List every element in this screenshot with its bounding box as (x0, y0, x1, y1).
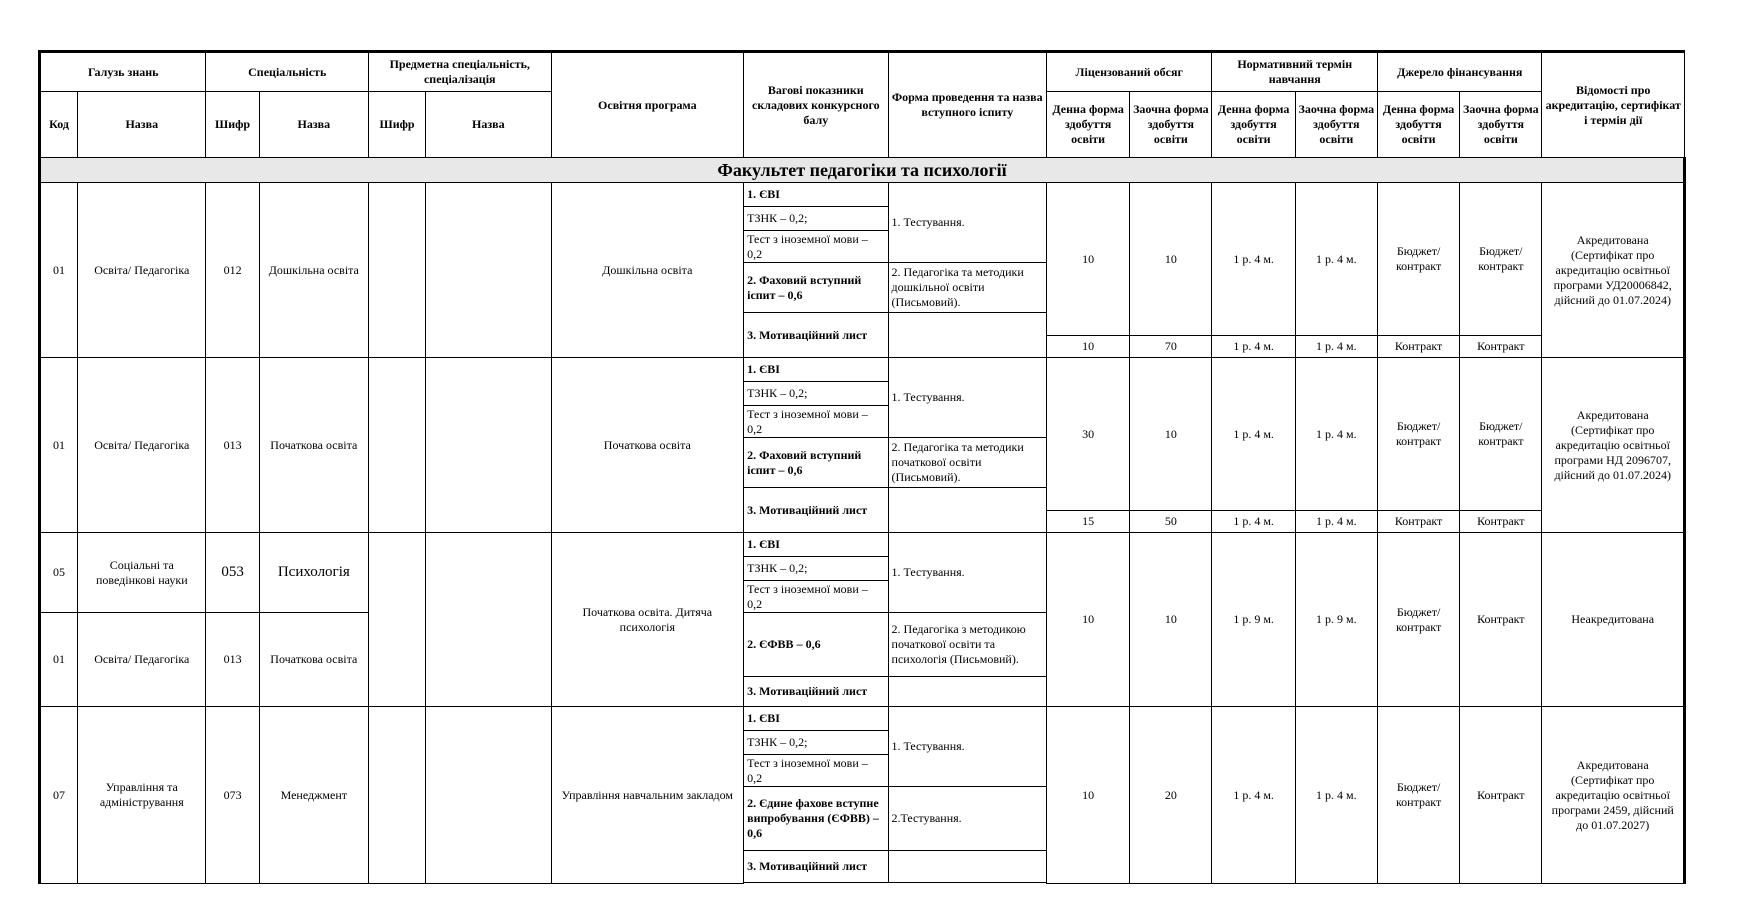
header-day-form: Денна форма здобуття освіти (1377, 92, 1459, 158)
weight-cell: 2. Фаховий вступний іспит – 0,6 (744, 438, 888, 488)
program-cell: Дошкільна освіта (551, 183, 744, 358)
lic-ext-cell: 70 (1130, 336, 1212, 358)
empty-cell (368, 183, 425, 358)
table-row (40, 183, 1685, 207)
weight-cell: ТЗНК – 0,2; (744, 382, 888, 406)
weight-cell: ТЗНК – 0,2; (744, 557, 888, 581)
lic-day-cell: 10 (1047, 336, 1130, 358)
header-extra-form: Заочна форма здобуття освіти (1130, 92, 1212, 158)
empty-cell (368, 707, 425, 884)
weight-cell: 3. Мотиваційний лист (744, 851, 888, 883)
code-cell: 01 (40, 613, 78, 707)
empty-cell (368, 533, 425, 707)
fund-day-cell: Бюджет/ контракт (1377, 183, 1459, 336)
header-extra-form: Заочна форма здобуття освіти (1460, 92, 1542, 158)
weight-cell: 3. Мотиваційний лист (744, 313, 888, 358)
empty-cell (888, 677, 1046, 707)
accred-cell: Акредитована (Сертифікат про акредитацію освітньої програми 2459, дійсний до 01.07.2027) (1542, 707, 1685, 884)
empty-cell (426, 358, 551, 533)
term-day-cell: 1 р. 9 м. (1212, 533, 1295, 707)
field-cell: Освіта/ Педагогіка (78, 358, 206, 533)
header-day-form: Денна форма здобуття освіти (1212, 92, 1295, 158)
spec-code-cell: 013 (206, 613, 259, 707)
weight-cell: Тест з іноземної мови – 0,2 (744, 406, 888, 438)
spec-name-cell: Менеджмент (259, 707, 368, 884)
code-cell: 05 (40, 533, 78, 613)
code-cell: 01 (40, 183, 78, 358)
table-row (40, 358, 1685, 382)
exam-cell: 1. Тестування. (888, 533, 1046, 613)
weight-cell: 1. ЄВІ (744, 358, 888, 382)
header-predm: Предметна спеціальність, спеціалізація (368, 52, 551, 92)
spec-code-cell: 012 (206, 183, 259, 358)
field-cell: Освіта/ Педагогіка (78, 613, 206, 707)
admission-table (38, 50, 1686, 884)
field-cell: Соціальні та поведінкові науки (78, 533, 206, 613)
empty-cell (888, 488, 1046, 533)
fund-day-cell: Контракт (1377, 336, 1459, 358)
lic-day-cell: 10 (1047, 533, 1130, 707)
exam-cell: 1. Тестування. (888, 183, 1046, 263)
weight-cell: 1. ЄВІ (744, 183, 888, 207)
exam-cell: 2. Педагогіка з методикою початкової освіти та психологія (Письмовий). (888, 613, 1046, 677)
term-day-cell: 1 р. 4 м. (1212, 511, 1295, 533)
weight-cell: Тест з іноземної мови – 0,2 (744, 231, 888, 263)
header-weights: Вагові показники складових конкурсного балу (744, 52, 888, 158)
spec-code-cell: 013 (206, 358, 259, 533)
empty-cell (888, 313, 1046, 358)
exam-cell: 2. Педагогіка та методики початкової освіти (Письмовий). (888, 438, 1046, 488)
term-day-cell: 1 р. 4 м. (1212, 336, 1295, 358)
weight-cell: Тест з іноземної мови – 0,2 (744, 755, 888, 787)
lic-day-cell: 15 (1047, 511, 1130, 533)
lic-day-cell: 10 (1047, 183, 1130, 336)
weight-cell: 1. ЄВІ (744, 533, 888, 557)
weight-cell: 2. ЄФВВ – 0,6 (744, 613, 888, 677)
header-program: Освітня програма (551, 52, 744, 158)
header-day-form: Денна форма здобуття освіти (1047, 92, 1130, 158)
header-licensed: Ліцензований обсяг (1047, 52, 1212, 92)
empty-cell (888, 851, 1046, 883)
program-cell: Початкова освіта (551, 358, 744, 533)
table-row (40, 533, 1685, 557)
weight-cell: ТЗНК – 0,2; (744, 207, 888, 231)
fund-day-cell: Контракт (1377, 511, 1459, 533)
lic-ext-cell: 10 (1130, 358, 1212, 511)
lic-ext-cell: 50 (1130, 511, 1212, 533)
lic-day-cell: 10 (1047, 707, 1130, 884)
program-cell: Управління навчальним закладом (551, 707, 744, 884)
header-cipher: Шифр (368, 92, 425, 158)
table-row (40, 707, 1685, 731)
field-cell: Освіта/ Педагогіка (78, 183, 206, 358)
weight-cell: Тест з іноземної мови – 0,2 (744, 581, 888, 613)
accred-cell: Акредитована (Сертифікат про акредитацію освітньої програми НД 2096707, дійсний до 01.07.2024) (1542, 358, 1685, 533)
weight-cell: 2. Фаховий вступний іспит – 0,6 (744, 263, 888, 313)
weight-cell: ТЗНК – 0,2; (744, 731, 888, 755)
term-ext-cell: 1 р. 9 м. (1295, 533, 1377, 707)
header-name: Назва (78, 92, 206, 158)
spec-name-cell: Початкова освіта (259, 358, 368, 533)
term-ext-cell: 1 р. 4 м. (1295, 336, 1377, 358)
header-name: Назва (259, 92, 368, 158)
spec-code-cell: 073 (206, 707, 259, 884)
lic-ext-cell: 10 (1130, 183, 1212, 336)
accred-cell: Акредитована (Сертифікат про акредитацію освітньої програми УД20006842, дійсний до 01.07.2024) (1542, 183, 1685, 358)
spec-name-cell: Початкова освіта (259, 613, 368, 707)
program-cell: Початкова освіта. Дитяча психологія (551, 533, 744, 707)
weight-cell: 3. Мотиваційний лист (744, 488, 888, 533)
exam-cell: 2.Тестування. (888, 787, 1046, 851)
header-name: Назва (426, 92, 551, 158)
header-extra-form: Заочна форма здобуття освіти (1295, 92, 1377, 158)
faculty-title: Факультет педагогіки та психології (40, 158, 1685, 183)
lic-day-cell: 30 (1047, 358, 1130, 511)
header-code: Код (40, 92, 78, 158)
fund-ext-cell: Контракт (1460, 511, 1542, 533)
fund-ext-cell: Бюджет/ контракт (1460, 358, 1542, 511)
fund-ext-cell: Контракт (1460, 533, 1542, 707)
header-term: Нормативний термін навчання (1212, 52, 1377, 92)
term-ext-cell: 1 р. 4 м. (1295, 511, 1377, 533)
header-accred: Відомості про акредитацію, сертифікат і термін дії (1542, 52, 1685, 158)
spec-name-cell: Дошкільна освіта (259, 183, 368, 358)
term-ext-cell: 1 р. 4 м. (1295, 707, 1377, 884)
empty-cell (368, 358, 425, 533)
fund-day-cell: Бюджет/ контракт (1377, 358, 1459, 511)
empty-cell (426, 183, 551, 358)
header-cipher: Шифр (206, 92, 259, 158)
exam-cell: 1. Тестування. (888, 358, 1046, 438)
empty-cell (426, 707, 551, 884)
header-spec: Спеціальність (206, 52, 368, 92)
term-ext-cell: 1 р. 4 м. (1295, 358, 1377, 511)
header-exam-form: Форма проведення та назва вступного іспиту (888, 52, 1046, 158)
spec-name-cell: Психологія (259, 533, 368, 613)
term-ext-cell: 1 р. 4 м. (1295, 183, 1377, 336)
weight-cell: 1. ЄВІ (744, 707, 888, 731)
fund-ext-cell: Контракт (1460, 707, 1542, 884)
weight-cell: 2. Єдине фахове вступне випробування (ЄФВВ) – 0,6 (744, 787, 888, 851)
empty-cell (426, 533, 551, 707)
header-galuz: Галузь знань (40, 52, 206, 92)
fund-day-cell: Бюджет/ контракт (1377, 533, 1459, 707)
accred-cell: Неакредитована (1542, 533, 1685, 707)
term-day-cell: 1 р. 4 м. (1212, 358, 1295, 511)
code-cell: 01 (40, 358, 78, 533)
fund-ext-cell: Контракт (1460, 336, 1542, 358)
weight-cell: 3. Мотиваційний лист (744, 677, 888, 707)
fund-day-cell: Бюджет/ контракт (1377, 707, 1459, 884)
term-day-cell: 1 р. 4 м. (1212, 183, 1295, 336)
exam-cell: 2. Педагогіка та методики дошкільної освіти (Письмовий). (888, 263, 1046, 313)
term-day-cell: 1 р. 4 м. (1212, 707, 1295, 884)
fund-ext-cell: Бюджет/ контракт (1460, 183, 1542, 336)
lic-ext-cell: 10 (1130, 533, 1212, 707)
lic-ext-cell: 20 (1130, 707, 1212, 884)
code-cell: 07 (40, 707, 78, 884)
field-cell: Управління та адміністрування (78, 707, 206, 884)
header-funding: Джерело фінансування (1377, 52, 1541, 92)
spec-code-cell: 053 (206, 533, 259, 613)
exam-cell: 1. Тестування. (888, 707, 1046, 787)
